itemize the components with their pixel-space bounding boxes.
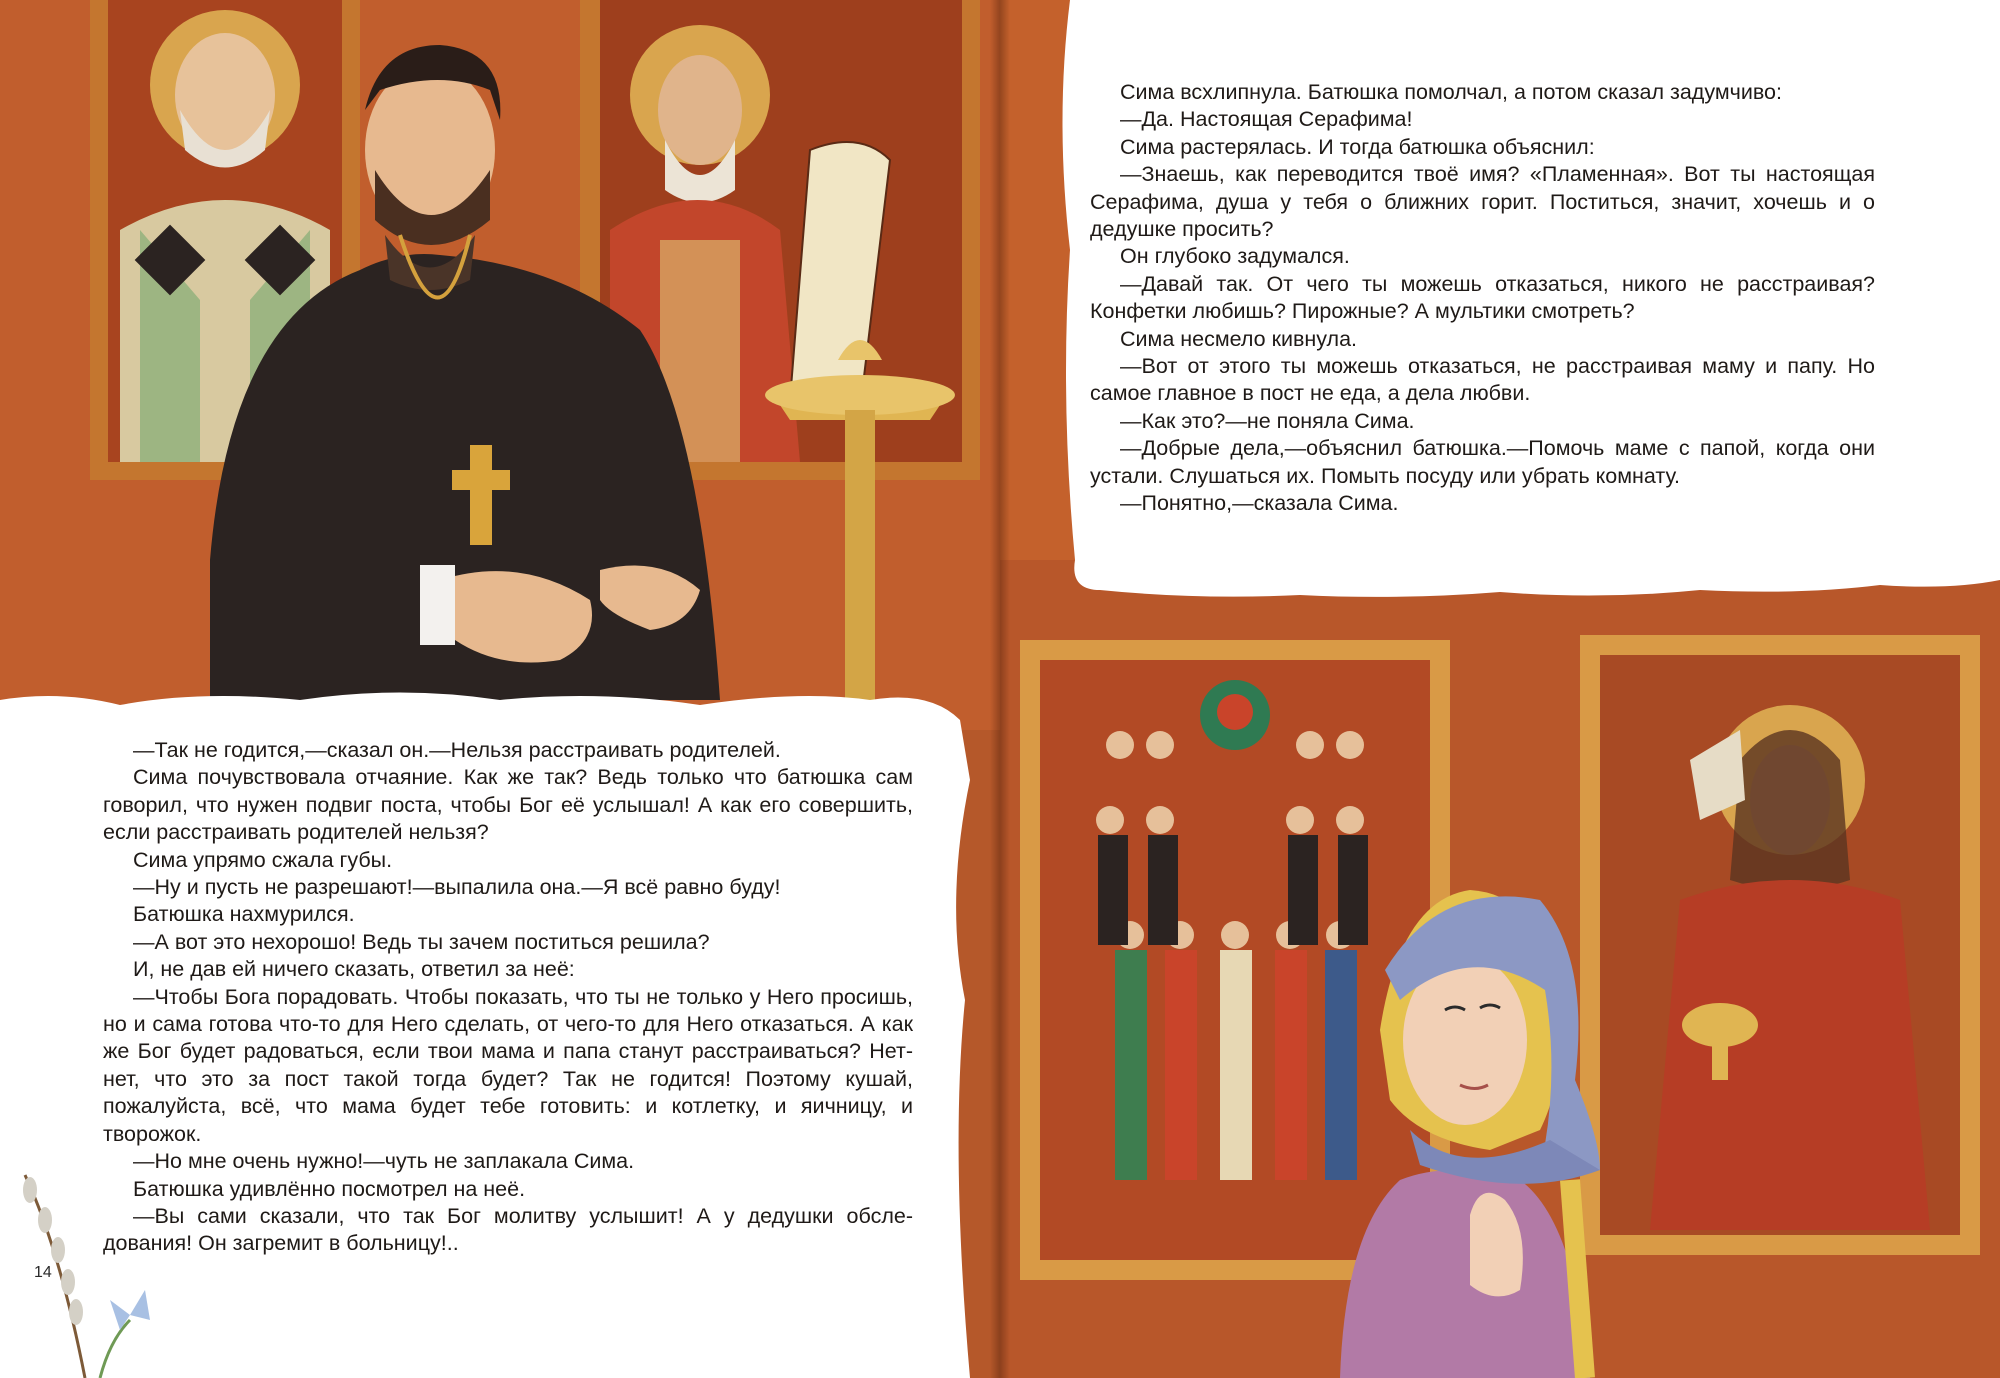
icon-saint-john [1580, 635, 1980, 1255]
page-number: 14 [34, 1264, 52, 1281]
paragraph: —Как это?—не поняла Сима. [1120, 408, 1415, 433]
paragraph: Он глубоко задумался. [1120, 244, 1350, 269]
paragraph: Батюшка нахмурился. [133, 902, 355, 927]
paragraph: Батюшка удивлённо посмотрел на неё. [133, 1176, 526, 1201]
book-gutter [990, 0, 1010, 1378]
icon-assembly-of-saints [1020, 640, 1450, 1280]
paragraph: —Чтобы Бога порадовать. Чтобы показать, что ты не только у Него просишь, но и сама готова что-то для Него сделать, от чего-то для Него отказаться. А как же Бог будет радоваться, если твои мама и папа станут расстраиваться? Нет-нет, что это за пост такой тогда будет? Так не годится! Поэтому кушай, пожалуйста, всё, что мама будет тебе готовить: и котлетку, и яичницу, и творожок. [103, 984, 913, 1146]
paragraph: —Вы сами сказали, что так Бог молитву услышит! А у дедушки обследования! Он загремит в больницу!.. [103, 1203, 913, 1256]
paragraph: И, не дав ей ничего сказать, ответил за неё: [133, 957, 575, 982]
paragraph: —Вот от этого ты можешь отказаться, не расстраивая маму и папу. Но самое главное в пост не еда, а дела любви. [1090, 354, 1875, 406]
paragraph: Сима несмело кивнула. [1120, 326, 1358, 351]
paragraph: —Понятно,—сказала Сима. [1120, 491, 1399, 516]
paragraph: —Так не годится,—сказал он.—Нельзя расстраивать родителей. [133, 738, 781, 762]
paragraph: Сима упрямо сжала губы. [133, 847, 393, 872]
right-page-text [1090, 79, 1875, 518]
paragraph: —Да. Настоящая Серафима! [1120, 107, 1413, 132]
paragraph: —Знаешь, как переводится твоё имя? «Пламенная». Вот ты настоящая Серафима, душа у тебя о ближних горит. Поститься, значит, хочешь и о дедушке просить? [1090, 162, 1875, 242]
left-page-text [103, 737, 913, 1258]
paragraph: Сима растерялась. И тогда батюшка объяснил: [1120, 134, 1595, 159]
paragraph: —Ну и пусть не разрешают!—выпалила она.—Я всё равно буду! [133, 875, 781, 900]
paragraph: —Добрые дела,—объяснил батюшка.—Помочь маме с папой, когда они устали. Слушаться их. Помыть посуду или убрать комнату. [1090, 436, 1875, 488]
right-page [1000, 0, 2000, 1378]
paragraph: —Но мне очень нужно!—чуть не заплакала Сима. [133, 1149, 635, 1174]
paragraph: Сима всхлипнула. Батюшка помолчал, а потом сказал задумчиво: [1120, 80, 1782, 104]
paragraph: —А вот это нехорошо! Ведь ты зачем поститься решила? [133, 929, 710, 954]
paragraph: —Давай так. От чего ты можешь отказаться, никого не расстраивая? Конфетки любишь? Пирожные? А мультики смотреть? [1090, 271, 1875, 324]
paragraph: Сима почувствовала отчаяние. Как же так? Ведь только что батюшка сам говорил, что нужен подвиг поста, чтобы Бог её услышал! А как его совершить, если расстраивать родителей нельзя? [103, 765, 913, 845]
